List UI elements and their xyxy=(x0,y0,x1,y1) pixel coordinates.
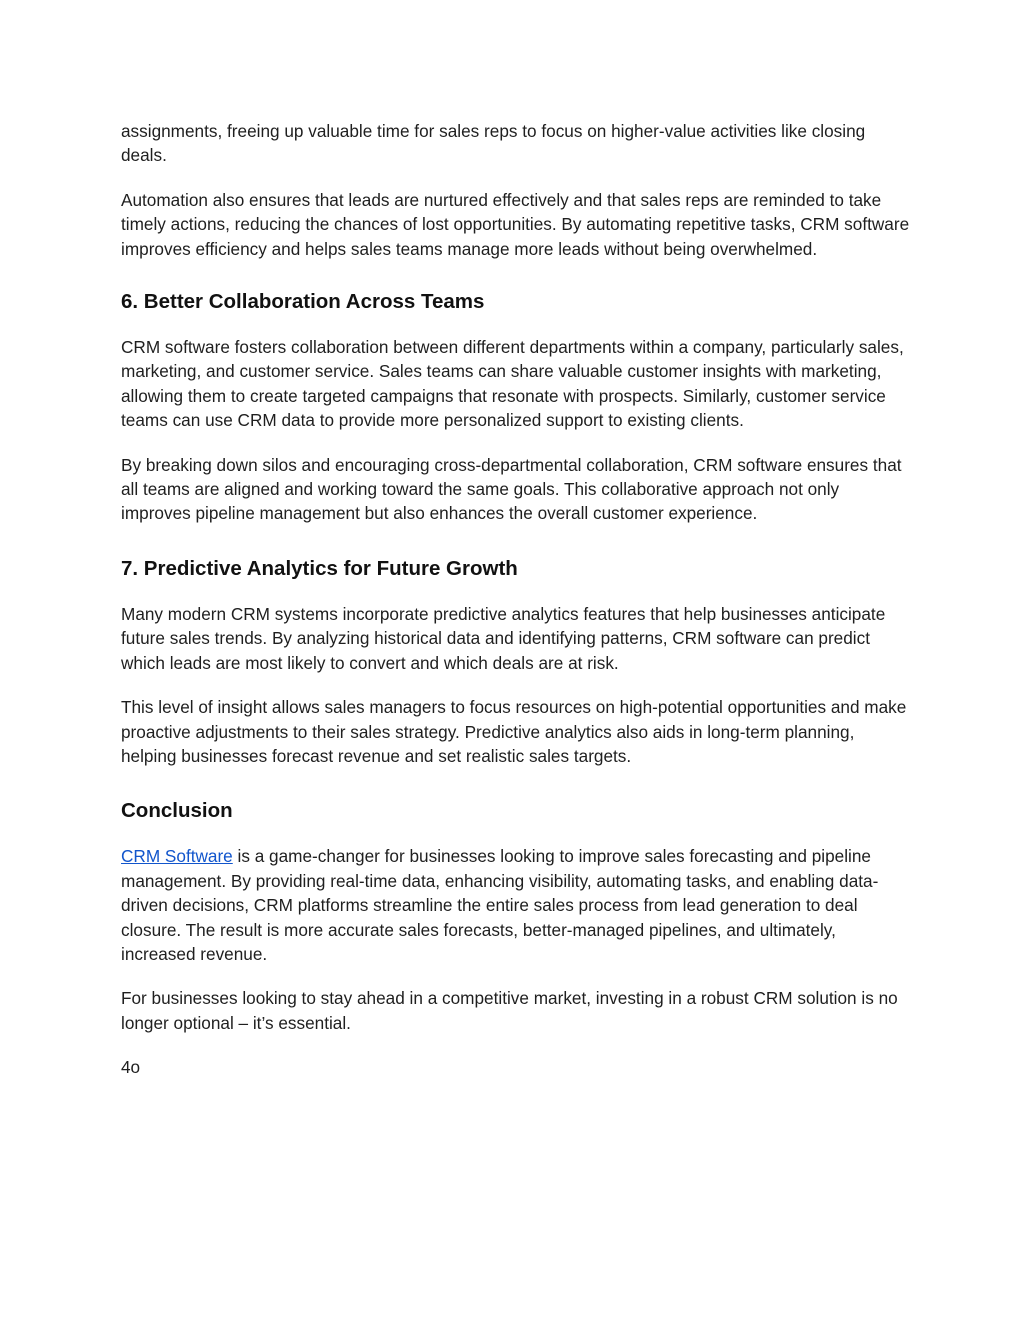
section-7-heading: 7. Predictive Analytics for Future Growth xyxy=(121,556,518,580)
conclusion-paragraph-1-text: is a game-changer for businesses looking to improve sales forecasting and pipeline management. By providing real-time data, enhancing visibility, automating tasks, and enabling data-driven decisions, CRM platforms streamline the entire sales process from lead generation to deal closure. The result is more accurate sales forecasts, better-managed pipelines, and ultimately, increased revenue. xyxy=(121,846,879,964)
trailer-text: 4o xyxy=(121,1057,141,1078)
intro-paragraph-1: assignments, freeing up valuable time for sales reps to focus on higher-value activities like closing deals. xyxy=(121,121,866,166)
section-6-paragraph-1: CRM software fosters collaboration between different departments within a company, particularly sales, marketing, and customer service. Sales teams can share valuable customer insights with marketing, allowing them to create targeted campaigns that resonate with prospects. Similarly, customer service teams can use CRM data to provide more personalized support to existing clients. xyxy=(121,337,904,431)
section-6-heading: 6. Better Collaboration Across Teams xyxy=(121,290,485,314)
intro-paragraph-2: Automation also ensures that leads are nurtured effectively and that sales reps are reminded to take timely actions, reducing the chances of lost opportunities. By automating repetitive tasks, CRM software improves efficiency and helps sales teams manage more leads without being overwhelmed. xyxy=(121,189,910,259)
section-6-paragraph-2: By breaking down silos and encouraging cross-departmental collaboration, CRM software ensures that all teams are aligned and working toward the same goals. This collaborative approach not only improves pipeline management but also enhances the overall customer experience. xyxy=(121,454,902,524)
section-7-paragraph-1: Many modern CRM systems incorporate predictive analytics features that help businesses anticipate future sales trends. By analyzing historical data and identifying patterns, CRM software can predict which leads are most likely to convert and which deals are at risk. xyxy=(121,603,886,673)
crm-software-link[interactable]: CRM Software xyxy=(121,846,233,867)
section-7-paragraph-2: This level of insight allows sales managers to focus resources on high-potential opportunities and make proactive adjustments to their sales strategy. Predictive analytics also aids in long-term planning, helping businesses forecast revenue and set realistic sales targets. xyxy=(121,697,907,766)
conclusion-paragraph-1 xyxy=(121,844,911,966)
conclusion-paragraph-2: For businesses looking to stay ahead in a competitive market, investing in a robust CRM solution is no longer optional – it’s essential. xyxy=(121,988,898,1033)
document-page xyxy=(121,119,911,1100)
conclusion-heading: Conclusion xyxy=(121,799,233,823)
